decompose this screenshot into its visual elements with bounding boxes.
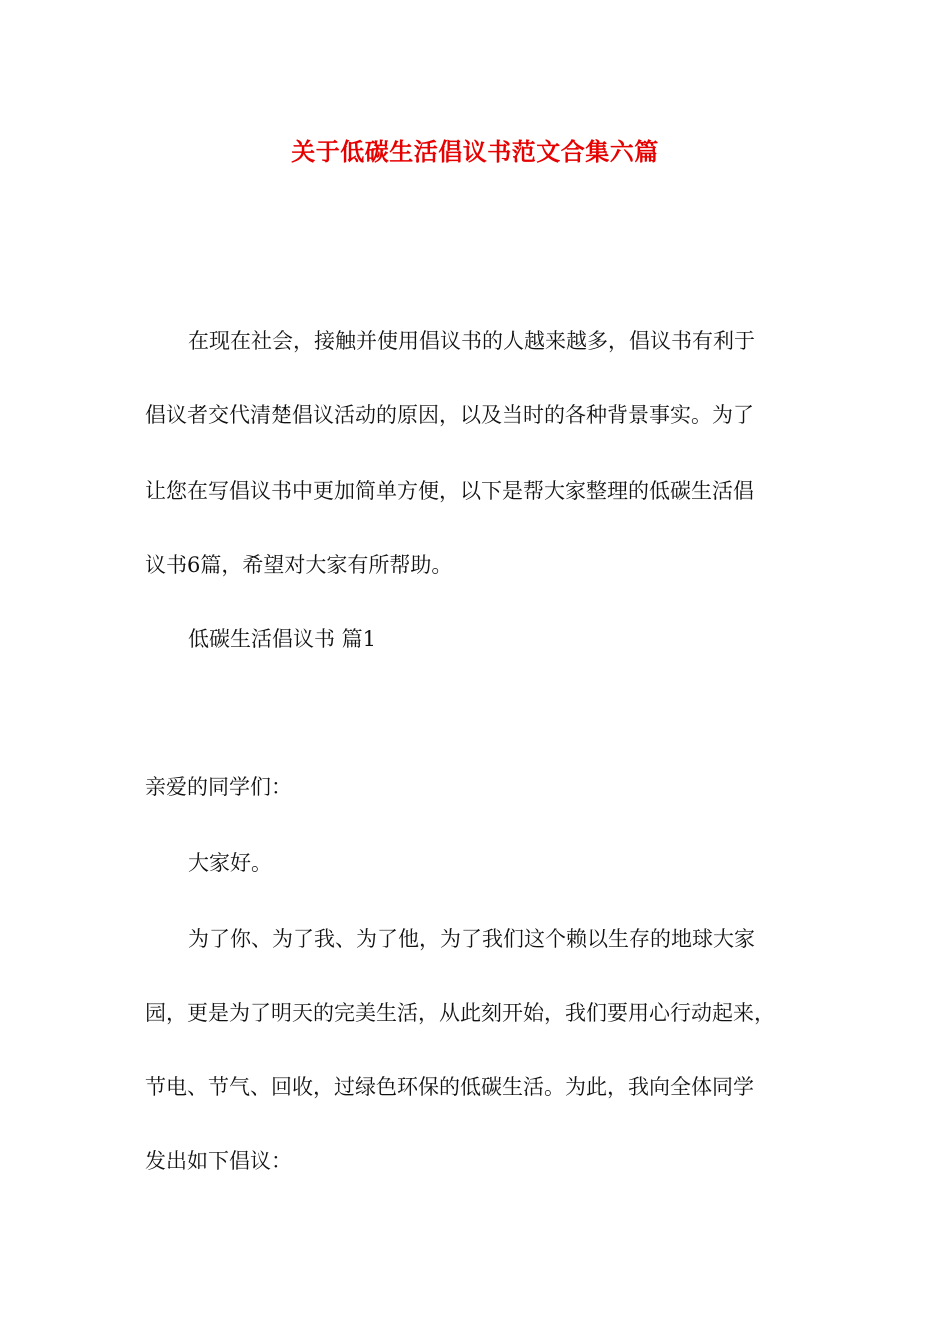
greeting: 大家好。 [188,851,272,875]
section-heading: 低碳生活倡议书 篇1 [188,627,377,651]
intro-paragraph-line-1: 在现在社会，接触并使用倡议书的人越来越多，倡议书有利于 [188,329,755,353]
intro-paragraph-line-2: 倡议者交代清楚倡议活动的原因，以及当时的各种背景事实。为了 [145,403,754,427]
body-paragraph-line-3: 节电、节气、回收，过绿色环保的低碳生活。为此，我向全体同学 [145,1075,754,1099]
body-paragraph-line-1: 为了你、为了我、为了他，为了我们这个赖以生存的地球大家 [188,927,755,951]
intro-paragraph-line-3: 让您在写倡议书中更加简单方便，以下是帮大家整理的低碳生活倡 [145,479,754,503]
document-title: 关于低碳生活倡议书范文合集六篇 [291,138,659,166]
salutation: 亲爱的同学们： [145,775,292,799]
intro-paragraph-line-4: 议书6篇，希望对大家有所帮助。 [145,553,453,577]
body-paragraph-line-4: 发出如下倡议： [145,1149,292,1173]
body-paragraph-line-2: 园，更是为了明天的完美生活，从此刻开始，我们要用心行动起来， [145,1001,775,1025]
